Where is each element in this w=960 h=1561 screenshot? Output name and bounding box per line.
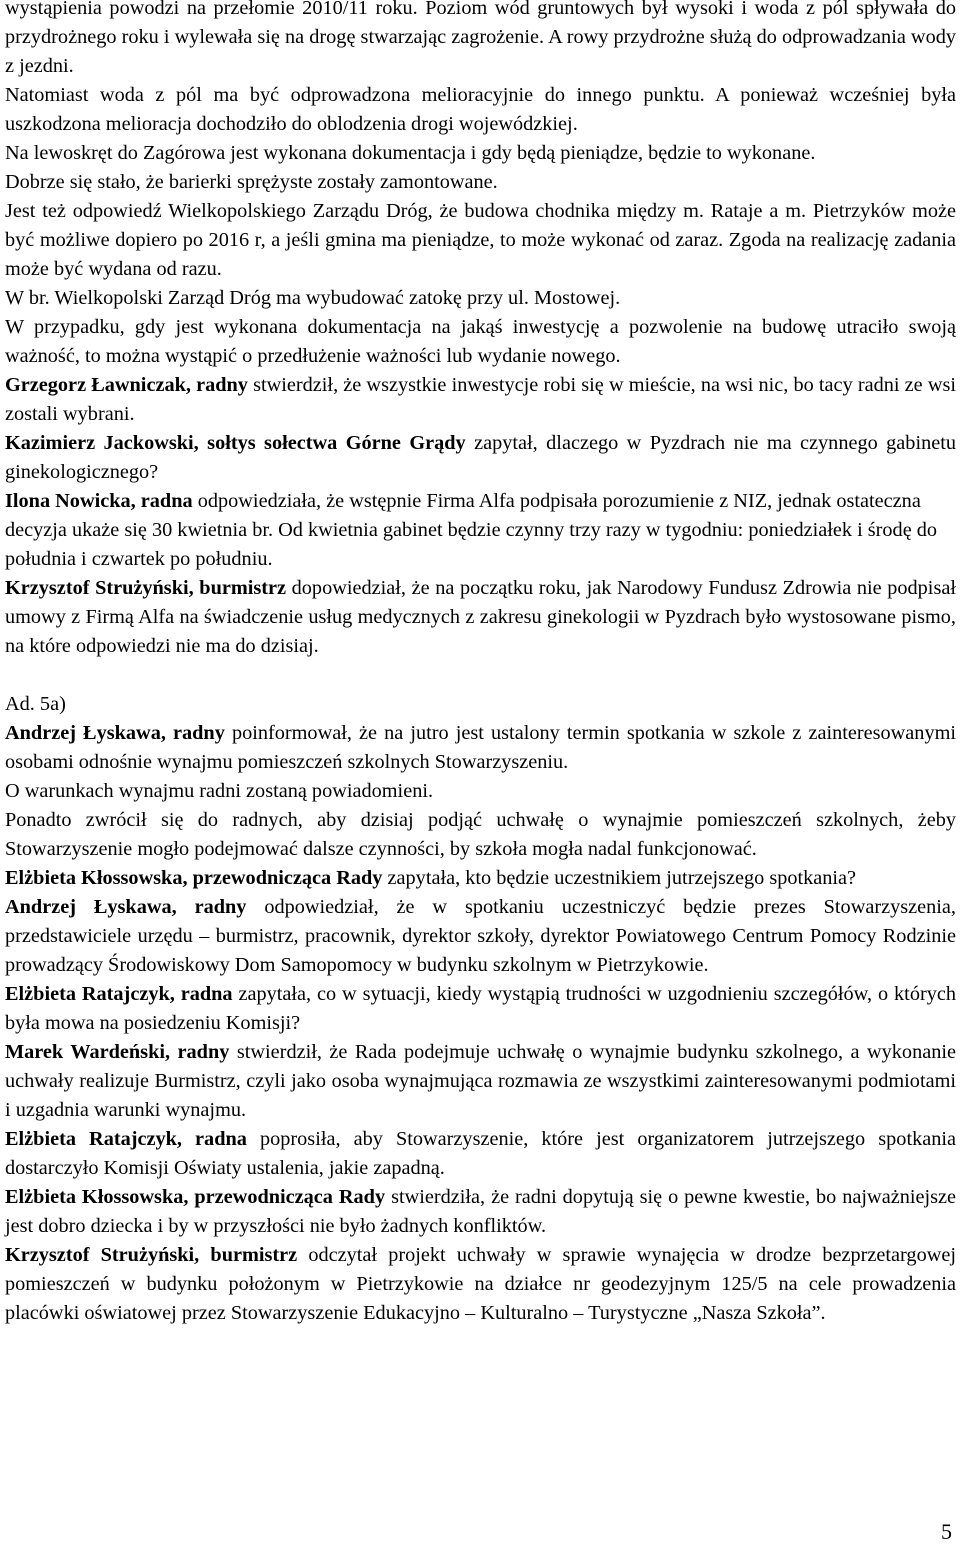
statement-wardenski xyxy=(5,1038,956,1125)
statement-struzynski-1 xyxy=(5,574,956,661)
statement-text: dopowiedział, że na początku roku, jak Narodowy Fundusz Zdrowia nie podpisał umowy z Firmą Alfa na świadczenie usług medycznych z zakresu ginekologii w Pyzdrach było wystosowane pismo, na które odpowiedzi nie ma do dzisiaj. xyxy=(5,577,956,657)
paragraph-rental-conditions xyxy=(5,777,956,806)
paragraph-text: W przypadku, gdy jest wykonana dokumentacja na jakąś inwestycję a pozwolenie na budowę utraciło swoją ważność, to można wystąpić o przedłużenie ważności lub wydanie nowego. xyxy=(5,316,956,367)
paragraph-text: Jest też odpowiedź Wielkopolskiego Zarządu Dróg, że budowa chodnika między m. Rataje a m. Pietrzyków może być możliwe dopiero po 2016 r, a jeśli gmina ma pieniądze, to może wykonać od zaraz. Zgoda na realizację zadania może być wydana od razu. xyxy=(5,200,956,280)
speaker-name: Elżbieta Kłossowska, przewodnicząca Rady xyxy=(5,867,383,889)
statement-text: stwierdził, że Rada podejmuje uchwałę o wynajmie budynku szkolnego, a wykonanie uchwały realizuje Burmistrz, czyli jako osoba wynajmująca rozmawia ze wszystkimi zainteresowanymi podmiotami i uzgadnia warunki wynajmu. xyxy=(5,1041,956,1121)
speaker-name: Grzegorz Ławniczak, radny xyxy=(5,374,248,396)
statement-text: zapytał, dlaczego w Pyzdrach nie ma czynnego gabinetu ginekologicznego? xyxy=(5,432,957,483)
statement-lyskawa-1 xyxy=(5,719,956,777)
document-page xyxy=(5,0,956,1328)
statement-klossowska-2 xyxy=(5,1183,956,1241)
paragraph-sidewalk xyxy=(5,197,956,284)
statement-text: odczytał projekt uchwały w sprawie wynajęcia w drodze bezprzetargowej pomieszczeń w budynku położonym w Pietrzykowie na działce nr geodezyjnym 125/5 na cele prowadzenia placówki oświatowej przez Stowarzyszenie Edukacyjno – Kulturalno – Turystyczne „Nasza Szkoła”. xyxy=(5,1244,956,1324)
statement-lyskawa-2 xyxy=(5,893,956,980)
statement-ratajczyk-2 xyxy=(5,1125,956,1183)
statement-jackowski xyxy=(5,429,956,487)
paragraph-flood-drainage xyxy=(5,0,956,81)
paragraph-text: O warunkach wynajmu radni zostaną powiadomieni. xyxy=(5,780,434,802)
paragraph-text: Ponadto zwrócił się do radnych, aby dzisiaj podjąć uchwałę o wynajmie pomieszczeń szkolnych, żeby Stowarzyszenie mogło podejmować dalsze czynności, by szkoła mogła nadal funkcjonować. xyxy=(5,809,956,860)
statement-text: zapytała, kto będzie uczestnikiem jutrzejszego spotkania? xyxy=(387,867,857,889)
statement-text: poinformował, że na jutro jest ustalony termin spotkania w szkole z zainteresowanymi osobami odnośnie wynajmu pomieszczeń szkolnych Stowarzyszeniu. xyxy=(5,722,956,773)
statement-text: zapytała, co w sytuacji, kiedy wystąpią trudności w uzgodnieniu szczegółów, o których była mowa na posiedzeniu Komisji? xyxy=(5,983,956,1034)
paragraph-text: Natomiast woda z pól ma być odprowadzona melioracyjnie do innego punktu. A ponieważ wcześniej była uszkodzona melioracja dochodziło do oblodzenia drogi wojewódzkiej. xyxy=(5,84,956,135)
speaker-name: Andrzej Łyskawa, radny xyxy=(5,722,225,744)
paragraph-resolution-request xyxy=(5,806,956,864)
statement-text: odpowiedział, że w spotkaniu uczestniczyć będzie prezes Stowarzyszenia, przedstawiciele urzędu – burmistrz, pracownik, dyrektor szkoły, dyrektor Powiatowego Centrum Pomocy Rodzinie prowadzący Środowiskowy Dom Samopomocy w budynku szkolnym w Pietrzykowie. xyxy=(5,896,956,976)
blank-line xyxy=(5,661,956,690)
paragraph-text: Dobrze się stało, że barierki sprężyste zostały zamontowane. xyxy=(5,171,498,193)
statement-text: poprosiła, aby Stowarzyszenie, które jest organizatorem jutrzejszego spotkania dostarczyło Komisji Oświaty ustalenia, jakie zapadną. xyxy=(5,1128,956,1179)
speaker-name: Elżbieta Ratajczyk, radna xyxy=(5,1128,247,1150)
speaker-name: Kazimierz Jackowski, sołtys sołectwa Górne Grądy xyxy=(5,432,466,454)
speaker-name: Elżbieta Ratajczyk, radna xyxy=(5,983,233,1005)
statement-lawniczak xyxy=(5,371,956,429)
speaker-name: Elżbieta Kłossowska, przewodnicząca Rady xyxy=(5,1186,386,1208)
page-number: 5 xyxy=(941,1519,952,1544)
statement-nowicka xyxy=(5,487,956,574)
paragraph-field-drainage xyxy=(5,81,956,139)
section-heading xyxy=(5,690,956,719)
statement-struzynski-2 xyxy=(5,1241,956,1328)
statement-text: stwierdził, że wszystkie inwestycje robi się w mieście, na wsi nic, bo tacy radni ze wsi zostali wybrani. xyxy=(5,374,956,425)
paragraph-permit xyxy=(5,313,956,371)
paragraph-text: W br. Wielkopolski Zarząd Dróg ma wybudować zatokę przy ul. Mostowej. xyxy=(5,287,621,309)
statement-text: odpowiedziała, że wstępnie Firma Alfa podpisała porozumienie z NIZ, jednak ostateczna decyzja ukaże się 30 kwietnia br. Od kwietnia gabinet będzie czynny trzy razy w tygodniu: poniedziałek i środę do południa i czwartek po południu. xyxy=(5,490,938,570)
speaker-name: Krzysztof Strużyński, burmistrz xyxy=(5,577,287,599)
statement-text: stwierdziła, że radni dopytują się o pewne kwestie, bo najważniejsze jest dobro dziecka i by w przyszłości nie było żadnych konfliktów. xyxy=(5,1186,957,1237)
speaker-name: Andrzej Łyskawa, radny xyxy=(5,896,247,918)
paragraph-barriers xyxy=(5,168,956,197)
paragraph-bus-bay xyxy=(5,284,956,313)
statement-klossowska-1 xyxy=(5,864,956,893)
speaker-name: Ilona Nowicka, radna xyxy=(5,490,193,512)
paragraph-text: Na lewoskręt do Zagórowa jest wykonana dokumentacja i gdy będą pieniądze, będzie to wykonane. xyxy=(5,142,816,164)
speaker-name: Marek Wardeński, radny xyxy=(5,1041,230,1063)
section-label: Ad. 5a) xyxy=(5,693,66,715)
paragraph-text: wystąpienia powodzi na przełomie 2010/11 roku. Poziom wód gruntowych był wysoki i woda z pól spływała do przydrożnego roku i wylewała się na drogę stwarzając zagrożenie. A rowy przydrożne służą do odprowadzania wody z jezdni. xyxy=(5,0,956,77)
paragraph-left-turn xyxy=(5,139,956,168)
statement-ratajczyk-1 xyxy=(5,980,956,1038)
speaker-name: Krzysztof Strużyński, burmistrz xyxy=(5,1244,298,1266)
